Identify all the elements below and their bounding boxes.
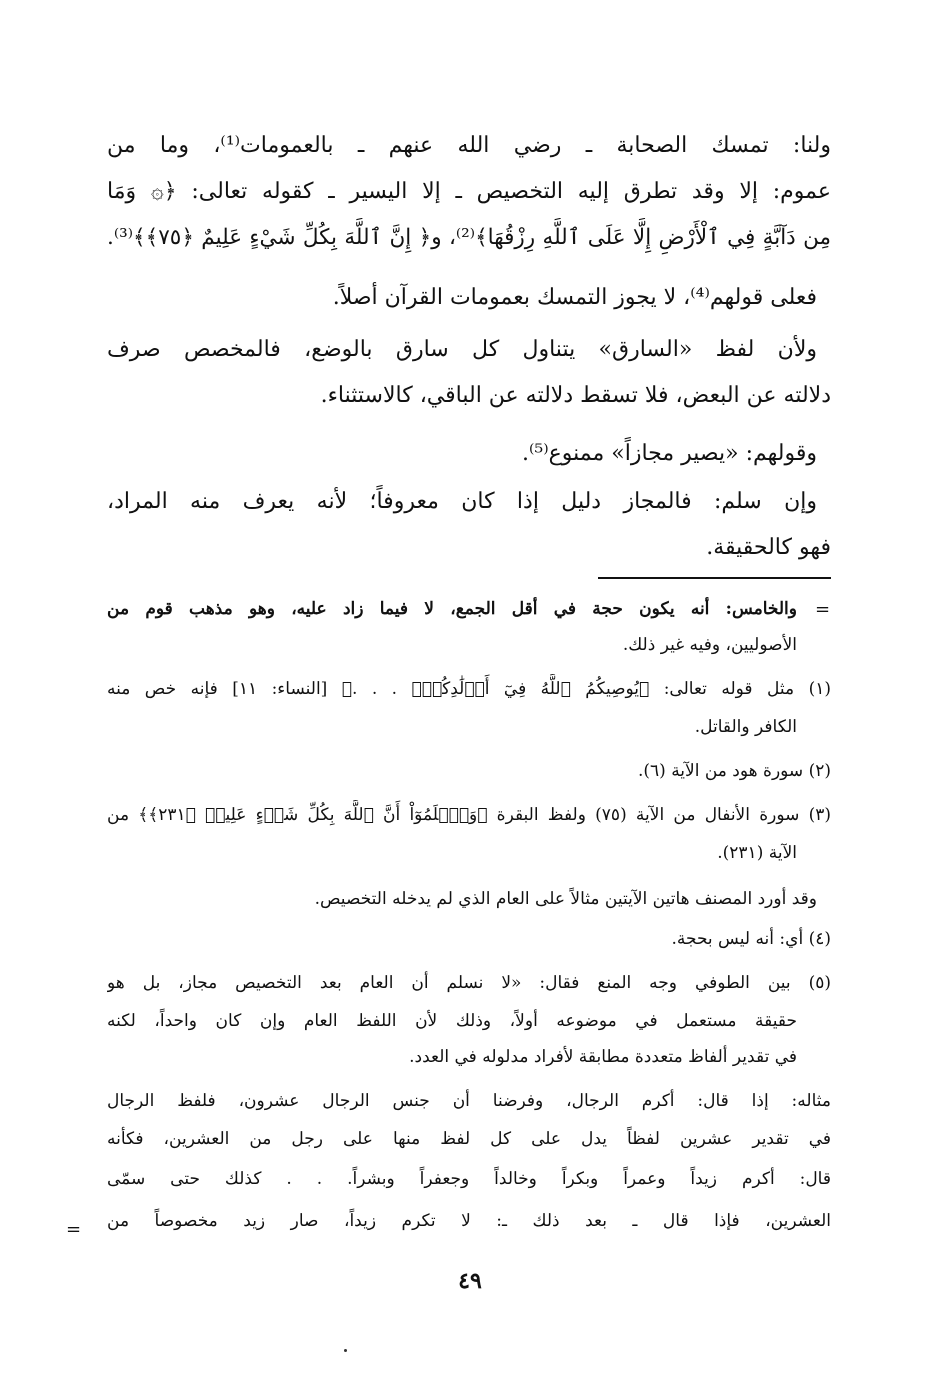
footnote-line-13: مثاله: إذا قال: أكرم الرجال، وفرضنا أن جنس الرجال عشرون، فلفظ الرجال (107, 1091, 831, 1111)
footnote-line-14: في تقدير عشرين لفظاً يدل على كل لفظ منها على رجل من العشرين، فكأنه (107, 1129, 831, 1149)
footnote-line-1: والخامس: أنه يكون حجة في أقل الجمع، لا فيما زاد عليه، وهو مذهب قوم من (107, 599, 797, 619)
main-line-4: فعلى قولهم⁽⁴⁾، لا يجوز التمسك بعمومات القرآن أصلاً. (332, 285, 817, 310)
scan-speck (344, 1349, 347, 1352)
main-line-9: فهو كالحقيقة. (706, 535, 831, 560)
footnote-line-6: (٣) سورة الأنفال من الآية (٧٥) ولفظ البقرة ﴿وَٱعۡلَمُوٓاْ أَنَّ ٱللَّهَ بِكُلِّ شَيۡءٍ عَلِيمٞ ﴿٢٣١﴾﴾ من (107, 805, 831, 825)
footnote-line-5: (٢) سورة هود من الآية (٦). (637, 761, 831, 781)
continuation-mark-top: = (815, 599, 831, 620)
footnote-line-4: الكافر والقاتل. (694, 717, 797, 737)
page-number: ٤٩ (458, 1268, 482, 1294)
footnote-line-8: وقد أورد المصنف هاتين الآيتين مثالاً على العام الذي لم يدخله التخصيص. (314, 889, 817, 909)
footnote-line-10: (٥) بين الطوفي وجه المنع فقال: «لا نسلم أن العام بعد التخصيص مجاز، بل هو (107, 973, 831, 993)
footnote-line-15: قال: أكرم زيداً وعمراً وبكراً وخالداً وجعفراً وبشراً. . . كذلك حتى سمّى (107, 1169, 831, 1189)
footnote-line-3: (١) مثل قوله تعالى: ﴿يُوصِيكُمُ ٱللَّهُ فِيٓ أَوۡلَٰدِكُمۡۖ . . .﴾ [النساء: ١١] فإنه خص منه (107, 679, 831, 699)
footnote-line-16: العشرين، فإذا قال ـ بعد ذلك ـ: لا تكرم زيداً، صار زيد مخصوصاً من (107, 1211, 831, 1231)
main-line-5: ولأن لفظ «السارق» يتناول كل سارق بالوضع، فالمخصص صرف (107, 337, 817, 362)
main-line-8: وإن سلم: فالمجاز دليل إذا كان معروفاً؛ لأنه يعرف منه المراد، (107, 489, 817, 514)
footnote-line-9: (٤) أي: أنه ليس بحجة. (671, 929, 831, 949)
main-line-7: وقولهم: «يصير مجازاً» ممنوع⁽⁵⁾. (522, 441, 817, 466)
footnote-separator (598, 577, 831, 579)
main-line-1: ولنا: تمسك الصحابة ـ رضي الله عنهم ـ بالعمومات⁽¹⁾، وما من (107, 133, 831, 158)
main-line-2: عموم: إلا وقد تطرق إليه التخصيص ـ إلا اليسير ـ كقوله تعالى: ﴿۞ وَمَا (107, 179, 831, 204)
continuation-mark-bottom: = (66, 1219, 82, 1240)
main-line-3: مِن دَآبَّةٍ فِي ٱلْأَرْضِ إِلَّا عَلَى ٱللَّهِ رِزْقُهَا﴾⁽²⁾، و﴿ إِنَّ ٱللَّهَ بِكُلِّ شَيْءٍ عَلِيمٌ ﴿٧٥﴾﴾⁽³⁾. (107, 225, 831, 250)
footnote-line-11: حقيقة مستعمل في موضوعه أولاً، وذلك لأن اللفظ العام وإن كان واحداً، لكنه (107, 1011, 797, 1031)
footnote-line-12: في تقدير ألفاظ متعددة مطابقة لأفراد مدلوله في العدد. (409, 1047, 797, 1067)
main-line-6: دلالته عن البعض، فلا تسقط دلالته عن الباقي، كالاستثناء. (320, 383, 831, 408)
footnote-line-2: الأصوليين، وفيه غير ذلك. (622, 635, 797, 655)
footnote-line-7: الآية (٢٣١). (717, 843, 797, 863)
